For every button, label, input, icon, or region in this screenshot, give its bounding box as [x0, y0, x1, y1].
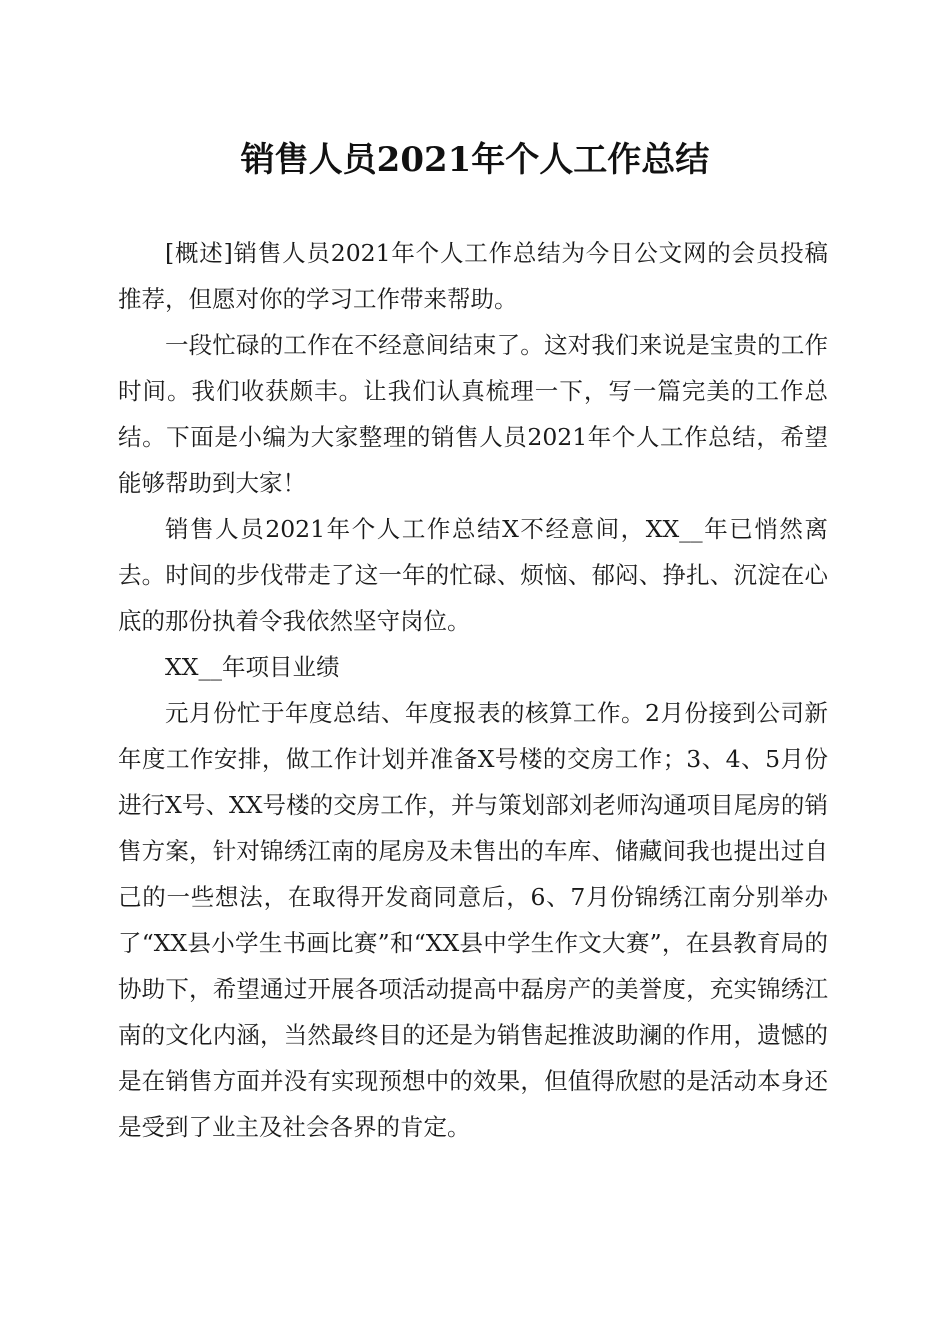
- paragraph-intro: 一段忙碌的工作在不经意间结束了。这对我们来说是宝贵的工作时间。我们收获颇丰。让我们认真梳理一下，写一篇完美的工作总结。下面是小编为大家整理的销售人员2021年个人工作总结，希望能够帮助到大家！: [118, 331, 828, 497]
- document-body: [118, 230, 828, 1150]
- paragraph-section-heading: XX__年项目业绩: [165, 653, 340, 681]
- paragraph-summary: [概述]销售人员2021年个人工作总结为今日公文网的会员投稿推荐，但愿对你的学习工作带来帮助。: [118, 239, 828, 313]
- paragraph-opening: 销售人员2021年个人工作总结X不经意间，XX__年已悄然离去。时间的步伐带走了这一年的忙碌、烦恼、郁闷、挣扎、沉淀在心底的那份执着令我依然坚守岗位。: [118, 515, 828, 635]
- document-title: 销售人员2021年个人工作总结: [240, 140, 710, 180]
- paragraph-project-performance: 元月份忙于年度总结、年度报表的核算工作。2月份接到公司新年度工作安排，做工作计划并准备X号楼的交房工作；3、4、5月份进行X号、XX号楼的交房工作，并与策划部刘老师沟通项目尾房的销售方案，针对锦绣江南的尾房及未售出的车库、储藏间我也提出过自己的一些想法，在取得开发商同意后，6、7月份锦绣江南分别举办了“XX县小学生书画比赛”和“XX县中学生作文大赛”，在县教育局的协助下，希望通过开展各项活动提高中磊房产的美誉度，充实锦绣江南的文化内涵，当然最终目的还是为销售起推波助澜的作用，遗憾的是在销售方面并没有实现预想中的效果，但值得欣慰的是活动本身还是受到了业主及社会各界的肯定。: [118, 699, 828, 1141]
